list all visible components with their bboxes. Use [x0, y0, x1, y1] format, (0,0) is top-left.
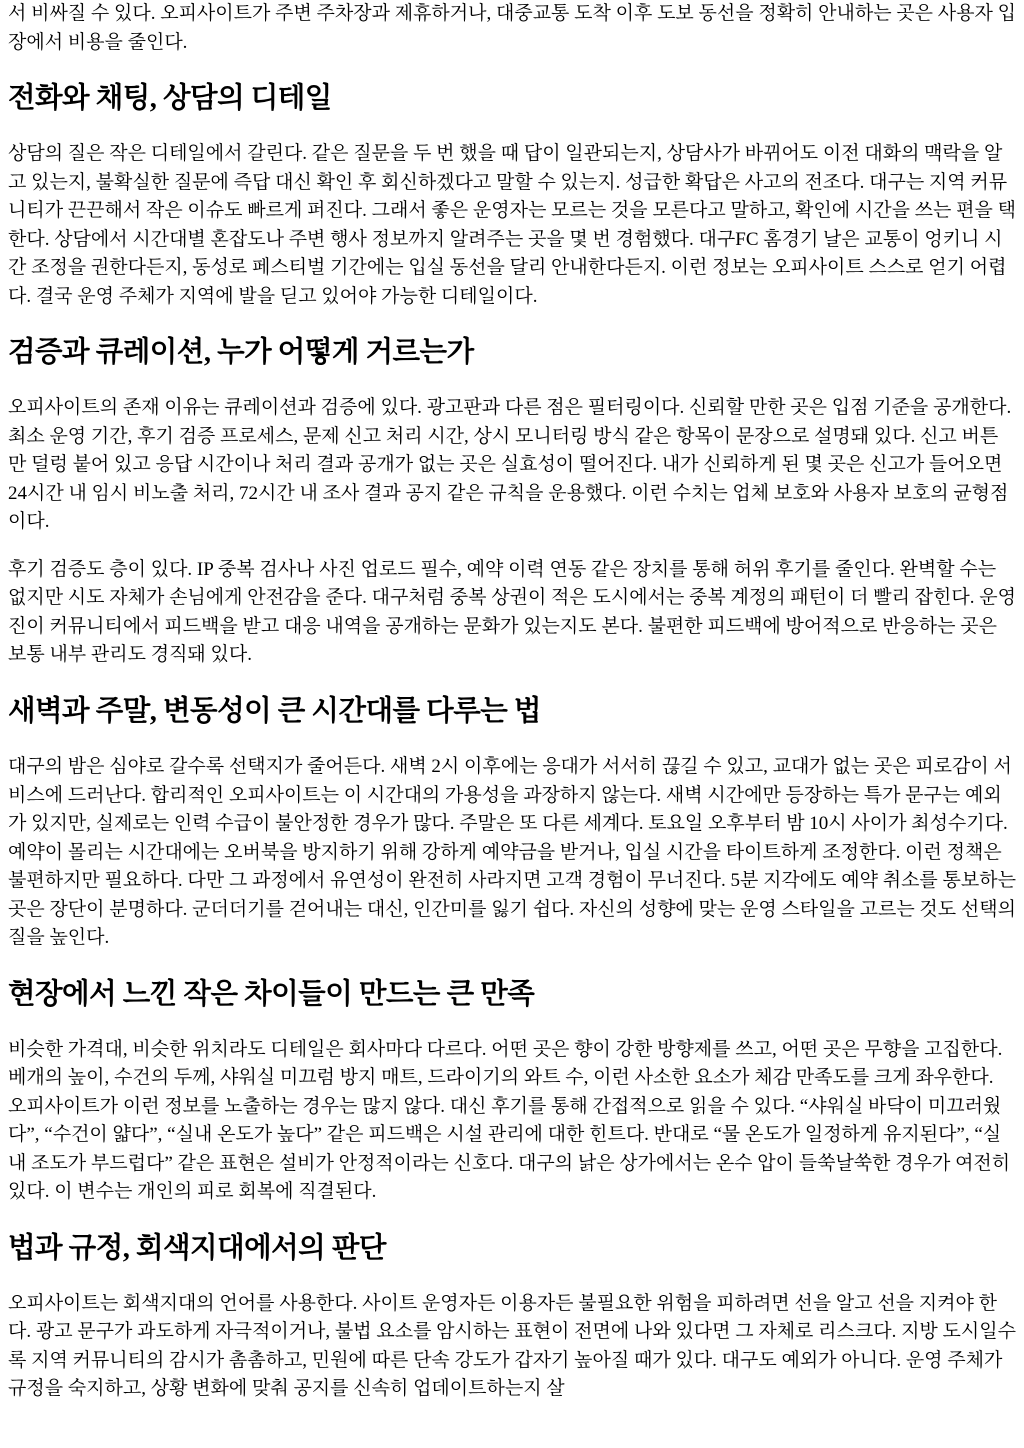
section-paragraph: 비슷한 가격대, 비슷한 위치라도 디테일은 회사마다 다르다. 어떤 곳은 향이 강한 방향제를 쓰고, 어떤 곳은 무향을 고집한다. 베개의 높이, 수건의 두께, 샤워실 미끄럼 방지 매트, 드라이기의 와트 수, 이런 사소한 요소가 체감 만족도를 크게 좌우한다. 오피사이트가 이런 정보를 노출하는 경우는 많지 않다. 대신 후기를 통해 간접적으로 읽을 수 있다. “샤워실 바닥이 미끄러웠다”, “수건이 얇다”, “실내 온도가 높다” 같은 피드백은 시설 관리에 대한 힌트다. 반대로 “물 온도가 일정하게 유지된다”, “실내 조도가 부드럽다” 같은 표현은 설비가 안정적이라는 신호다. 대구의 낡은 상가에서는 온수 압이 들쑥날쑥한 경우가 여전히 있다. 이 변수는 개인의 피로 회복에 직결된다. — [8, 1038, 1011, 1203]
section-paragraph: 오피사이트는 회색지대의 언어를 사용한다. 사이트 운영자든 이용자든 불필요한 위험을 피하려면 선을 알고 선을 지켜야 한다. 광고 문구가 과도하게 자극적이거나, 불법 요소를 암시하는 표현이 전면에 나와 있다면 그 자체로 리스크다. 지방 도시일수록 지역 커뮤니티의 감시가 촘촘하고, 민원에 따른 단속 강도가 갑자기 높아질 때가 있다. 대구도 예외가 아니다. 운영 주체가 규정을 숙지하고, 상황 변화에 맞춰 공지를 신속히 업데이트하는지 살 — [8, 1292, 1016, 1400]
article-section — [8, 336, 1016, 670]
section-paragraph: 상담의 질은 작은 디테일에서 갈린다. 같은 질문을 두 번 했을 때 답이 일관되는지, 상담사가 바뀌어도 이전 대화의 맥락을 알고 있는지, 불확실한 질문에 즉답 대신 확인 후 회신하겠다고 말할 수 있는지. 성급한 확답은 사고의 전조다. 대구는 지역 커뮤니티가 끈끈해서 작은 이슈도 빠르게 퍼진다. 그래서 좋은 운영자는 모르는 것을 모른다고 말하고, 확인에 시간을 쓰는 편을 택한다. 상담에서 시간대별 혼잡도나 주변 행사 정보까지 알려주는 곳을 몇 번 경험했다. 대구FC 홈경기 날은 교통이 엉키니 시간 조정을 권한다든지, 동성로 페스티벌 기간에는 입실 동선을 달리 안내한다든지. 이런 정보는 오피사이트 스스로 얻기 어렵다. 결국 운영 주체가 지역에 발을 딛고 있어야 가능한 디테일이다. — [8, 143, 1016, 307]
section-heading: 전화와 채팅, 상담의 디테일 — [8, 83, 332, 114]
section-paragraph: 후기 검증도 층이 있다. IP 중복 검사나 사진 업로드 필수, 예약 이력 연동 같은 장치를 통해 허위 후기를 줄인다. 완벽할 수는 없지만 시도 자체가 손님에게 안전감을 준다. 대구처럼 중복 상권이 적은 도시에서는 중복 계정의 패턴이 더 빨리 잡힌다. 운영진이 커뮤니티에서 피드백을 받고 대응 내역을 공개하는 문화가 있는지도 본다. 불편한 피드백에 방어적으로 반응하는 곳은 보통 내부 관리도 경직돼 있다. — [8, 558, 1016, 666]
article-section — [8, 978, 1016, 1207]
section-paragraph: 대구의 밤은 심야로 갈수록 선택지가 줄어든다. 새벽 2시 이후에는 응대가 서서히 끊길 수 있고, 교대가 없는 곳은 피로감이 서비스에 드러난다. 합리적인 오피사이트는 이 시간대의 가용성을 과장하지 않는다. 새벽 시간에만 등장하는 특가 문구는 예외가 있지만, 실제로는 인력 수급이 불안정한 경우가 많다. 주말은 또 다른 세계다. 토요일 오후부터 밤 10시 사이가 최성수기다. 예약이 몰리는 시간대에는 오버북을 방지하기 위해 강하게 예약금을 받거나, 입실 시간을 타이트하게 조정한다. 이런 정책은 불편하지만 필요하다. 다만 그 과정에서 유연성이 완전히 사라지면 고객 경험이 무너진다. 5분 지각에도 예약 취소를 통보하는 곳은 장단이 분명하다. 군더더기를 걷어내는 대신, 인간미를 잃기 쉽다. 자신의 성향에 맞는 운영 스타일을 고르는 것도 선택의 질을 높인다. — [8, 756, 1016, 949]
section-paragraph: 오피사이트의 존재 이유는 큐레이션과 검증에 있다. 광고판과 다른 점은 필터링이다. 신뢰할 만한 곳은 입점 기준을 공개한다. 최소 운영 기간, 후기 검증 프로세스, 문제 신고 처리 시간, 상시 모니터링 방식 같은 항목이 문장으로 설명돼 있다. 신고 버튼만 덜렁 붙어 있고 응답 시간이나 처리 결과 공개가 없는 곳은 실효성이 떨어진다. 내가 신뢰하게 된 몇 곳은 신고가 들어오면 24시간 내 임시 비노출 처리, 72시간 내 조사 결과 공지 같은 규칙을 운용했다. 이런 수치는 업체 보호와 사용자 보호의 균형점이다. — [8, 397, 1012, 533]
intro-paragraph-fragment: 서 비싸질 수 있다. 오피사이트가 주변 주차장과 제휴하거나, 대중교통 도착 이후 도보 동선을 정확히 안내하는 곳은 사용자 입장에서 비용을 줄인다. — [8, 3, 1016, 53]
section-heading: 검증과 큐레이션, 누가 어떻게 거르는가 — [8, 337, 474, 369]
section-heading: 법과 규정, 회색지대에서의 판단 — [8, 1232, 386, 1264]
article-section — [8, 82, 1016, 311]
article-section — [8, 1232, 1016, 1404]
section-heading: 새벽과 주말, 변동성이 큰 시간대를 다루는 법 — [8, 695, 541, 727]
article-section — [8, 695, 1016, 953]
section-heading: 현장에서 느낀 작은 차이들이 만드는 큰 만족 — [8, 978, 535, 1010]
article-sections — [8, 82, 1016, 1404]
